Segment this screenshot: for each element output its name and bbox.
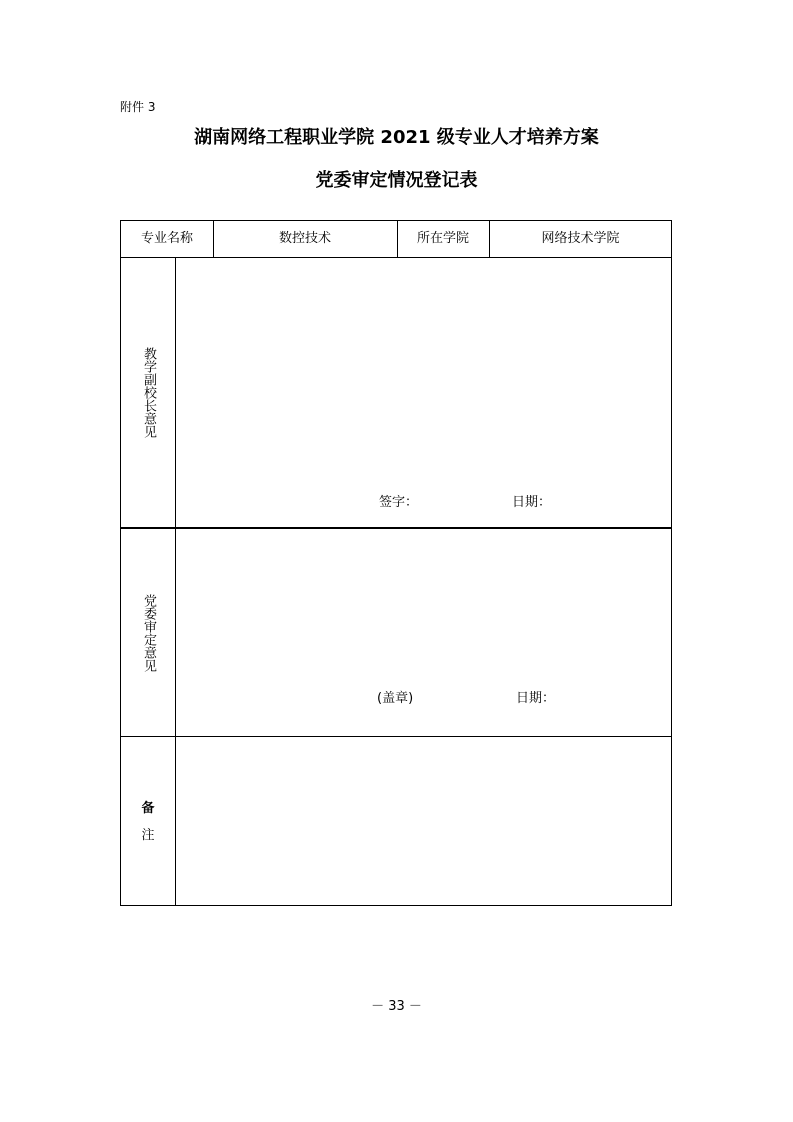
page-number: － 33 － xyxy=(371,999,422,1014)
college-label: 所在学院 xyxy=(416,231,469,246)
party-committee-date-label: 日期： xyxy=(516,691,556,706)
label-column-divider xyxy=(175,257,176,905)
row-divider xyxy=(121,736,671,737)
registration-form-table xyxy=(120,220,672,906)
header-divider xyxy=(397,221,398,257)
college-value: 网络技术学院 xyxy=(541,231,620,246)
major-name-value: 数控技术 xyxy=(278,231,331,246)
header-divider xyxy=(489,221,490,257)
major-name-label: 专业名称 xyxy=(140,231,193,246)
seal-label: (盖章) xyxy=(377,691,414,706)
attachment-label: 附件 3 xyxy=(120,100,156,114)
header-divider xyxy=(213,221,214,257)
row-divider xyxy=(121,257,671,258)
party-committee-opinion-label: 党委审定意见 xyxy=(141,593,156,672)
row-divider xyxy=(121,527,671,529)
document-title: 湖南网络工程职业学院 2021 级专业人才培养方案 xyxy=(194,127,599,148)
vice-principal-date-label: 日期： xyxy=(512,495,552,510)
document-subtitle: 党委审定情况登记表 xyxy=(315,170,478,191)
vice-principal-opinion-label: 教学副校长意见 xyxy=(141,346,156,438)
remarks-label-char-1: 备 xyxy=(141,801,155,816)
remarks-label-char-2: 注 xyxy=(141,828,155,843)
signature-label: 签字： xyxy=(379,495,419,510)
